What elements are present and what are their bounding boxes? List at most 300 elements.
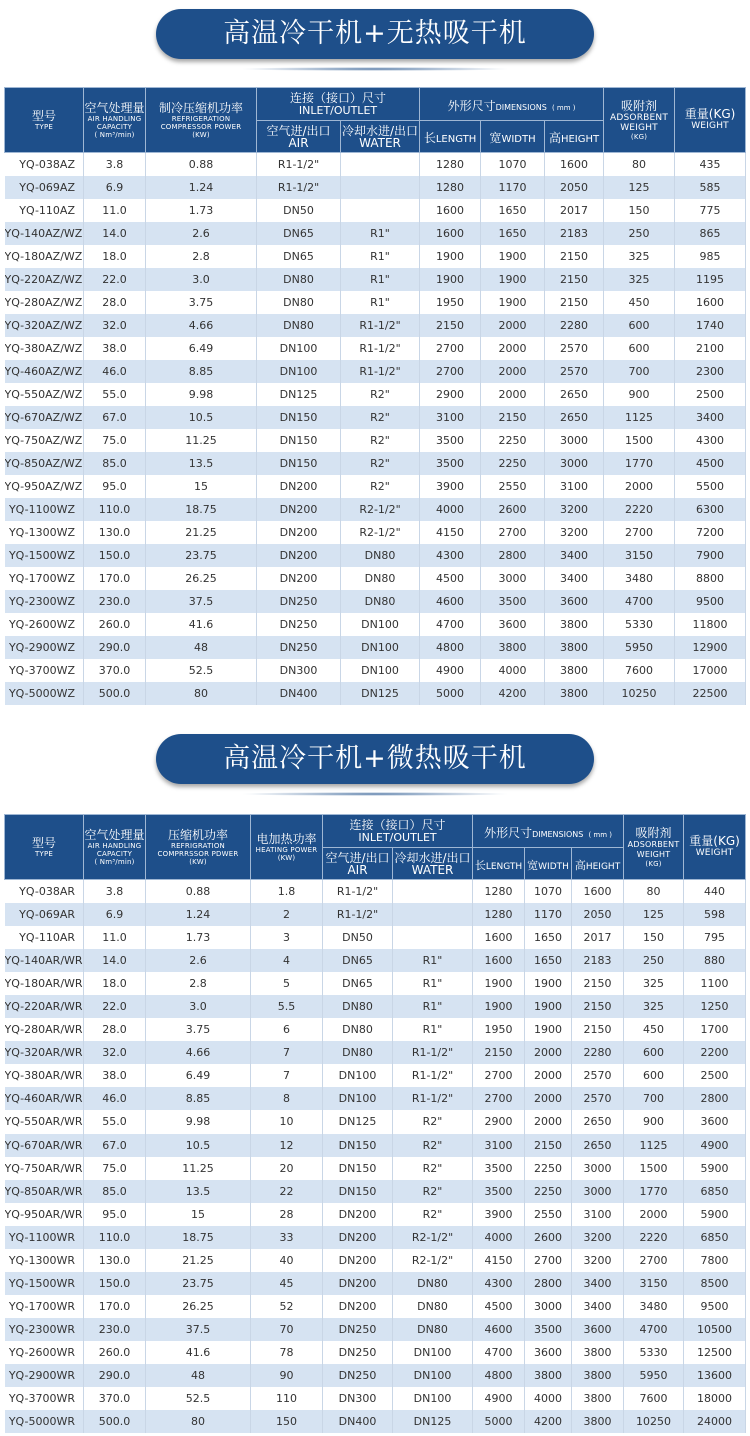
table-row [5, 659, 746, 682]
table-row [5, 1387, 746, 1410]
table-cell: DN125 [341, 682, 420, 705]
table-cell: DN250 [257, 613, 341, 636]
model-cell: YQ-280AR/WR [5, 1018, 84, 1041]
table-cell: 150 [251, 1410, 323, 1433]
table-cell: 9.98 [146, 1110, 251, 1133]
table-cell: 2500 [675, 383, 746, 406]
header-height: 高HEIGHT [572, 848, 624, 880]
table-cell: 22.0 [84, 995, 146, 1018]
table-cell: DN150 [257, 406, 341, 429]
model-cell: YQ-140AZ/WZ [5, 222, 84, 245]
table-cell: 11800 [675, 613, 746, 636]
table-cell: 5950 [624, 1364, 684, 1387]
table-row [5, 1064, 746, 1087]
table-row [5, 222, 746, 245]
table-cell: 585 [675, 176, 746, 199]
model-cell: YQ-2600WZ [5, 613, 84, 636]
table-cell: 6.49 [146, 337, 257, 360]
table-cell: DN80 [341, 567, 420, 590]
table-cell: DN300 [257, 659, 341, 682]
table-cell: R2" [341, 383, 420, 406]
table-cell: 3.75 [146, 1018, 251, 1041]
table-cell: 3400 [675, 406, 746, 429]
table-cell: 4300 [675, 429, 746, 452]
table-cell: DN80 [323, 995, 393, 1018]
table-cell: 3000 [572, 1180, 624, 1203]
table-cell: 3500 [481, 590, 545, 613]
table-row [5, 1410, 746, 1433]
table-cell: DN80 [341, 544, 420, 567]
table-cell: 1125 [624, 1134, 684, 1157]
table-cell: 4000 [481, 659, 545, 682]
model-cell: YQ-1100WZ [5, 498, 84, 521]
header-weight: 重量(KG) WEIGHT [684, 815, 746, 880]
model-cell: YQ-380AR/WR [5, 1064, 84, 1087]
table-row [5, 995, 746, 1018]
table-cell: R1-1/2" [341, 314, 420, 337]
table-cell: 3500 [420, 429, 481, 452]
table-cell: 2570 [545, 337, 604, 360]
table-cell: DN65 [323, 949, 393, 972]
table-cell: 2550 [525, 1203, 572, 1226]
table-cell: 150 [604, 199, 675, 222]
model-cell: YQ-380AZ/WZ [5, 337, 84, 360]
table-cell: 1950 [473, 1018, 525, 1041]
table-cell: 1900 [525, 972, 572, 995]
table-row [5, 1157, 746, 1180]
table-cell: 14.0 [84, 222, 146, 245]
table-cell: 3200 [545, 498, 604, 521]
table-cell: 3200 [545, 521, 604, 544]
table-cell: 2150 [473, 1041, 525, 1064]
table-cell: DN125 [257, 383, 341, 406]
table-cell: 8800 [675, 567, 746, 590]
table-cell: 18.75 [146, 1226, 251, 1249]
table-cell: R1-1/2" [257, 176, 341, 199]
table-cell: DN80 [323, 1018, 393, 1041]
table-cell: 23.75 [146, 544, 257, 567]
table-row [5, 1134, 746, 1157]
table-cell: R1-1/2" [257, 153, 341, 177]
table-cell: 7200 [675, 521, 746, 544]
model-cell: YQ-2900WR [5, 1364, 84, 1387]
header-water-port: 冷却水进/出口 WATER [341, 121, 420, 153]
table-cell: 6.9 [84, 903, 146, 926]
table-cell: 2150 [420, 314, 481, 337]
table-cell: 18.0 [84, 245, 146, 268]
table-cell: 46.0 [84, 1087, 146, 1110]
model-cell: YQ-670AR/WR [5, 1134, 84, 1157]
table-cell: DN200 [257, 498, 341, 521]
table-cell: 48 [146, 636, 257, 659]
table-row [5, 153, 746, 177]
table-cell: DN80 [257, 314, 341, 337]
table-cell: 1950 [420, 291, 481, 314]
table-cell: 1250 [684, 995, 746, 1018]
table-cell: 2250 [481, 452, 545, 475]
header-type: 型号 TYPE [5, 815, 84, 880]
table-cell: 3100 [420, 406, 481, 429]
table-cell: 125 [604, 176, 675, 199]
table-row [5, 567, 746, 590]
table-cell: 125 [624, 903, 684, 926]
table-cell: 435 [675, 153, 746, 177]
table-cell: 4800 [420, 636, 481, 659]
model-cell: YQ-850AR/WR [5, 1180, 84, 1203]
table-cell: 70 [251, 1318, 323, 1341]
table-cell: R2" [393, 1157, 473, 1180]
header-height: 高HEIGHT [545, 121, 604, 153]
table-cell: 3800 [545, 613, 604, 636]
model-cell: YQ-550AZ/WZ [5, 383, 84, 406]
table-cell: 1600 [473, 926, 525, 949]
table-cell: 4900 [420, 659, 481, 682]
table-cell: 2700 [624, 1249, 684, 1272]
table-cell: 3400 [545, 567, 604, 590]
table-row [5, 682, 746, 705]
table-row [5, 613, 746, 636]
spec-table [4, 814, 746, 1433]
table-cell [341, 199, 420, 222]
table-cell: 3800 [572, 1410, 624, 1433]
table-cell: 2700 [420, 360, 481, 383]
table-cell: DN100 [257, 337, 341, 360]
table-cell: 5.5 [251, 995, 323, 1018]
table-cell: 5000 [420, 682, 481, 705]
table-cell: 3400 [545, 544, 604, 567]
table-cell: DN250 [323, 1341, 393, 1364]
header-heating-power: 电加热功率 HEATING POWER (KW) [251, 815, 323, 880]
table-cell: 3200 [572, 1226, 624, 1249]
table-cell: 1600 [545, 153, 604, 177]
model-cell: YQ-670AZ/WZ [5, 406, 84, 429]
table-cell: 2700 [525, 1249, 572, 1272]
table-cell: 130.0 [84, 1249, 146, 1272]
table-cell: 2900 [473, 1110, 525, 1133]
table-cell: 3500 [525, 1318, 572, 1341]
table-cell: 2000 [624, 1203, 684, 1226]
table-cell: DN200 [323, 1295, 393, 1318]
table-cell: 3480 [624, 1295, 684, 1318]
table-cell: 1280 [420, 176, 481, 199]
table-cell: 1900 [420, 245, 481, 268]
table-cell: 1650 [525, 926, 572, 949]
table-cell: 38.0 [84, 337, 146, 360]
table-cell: DN100 [341, 659, 420, 682]
table-cell: 28 [251, 1203, 323, 1226]
table-row [5, 544, 746, 567]
table-cell: 4000 [420, 498, 481, 521]
table-cell: 3800 [572, 1341, 624, 1364]
table-cell: 2300 [675, 360, 746, 383]
header-adsorbent: 吸附剂 ADSORBENT WEIGHT (KG) [604, 88, 675, 153]
table-cell: R1" [341, 291, 420, 314]
table-cell: 1770 [624, 1180, 684, 1203]
table-cell: 1280 [420, 153, 481, 177]
table-cell: DN200 [323, 1272, 393, 1295]
table-cell: R1" [393, 949, 473, 972]
table-row [5, 1226, 746, 1249]
model-cell: YQ-750AR/WR [5, 1157, 84, 1180]
table-cell: 6850 [684, 1226, 746, 1249]
table-cell: R2" [341, 452, 420, 475]
table-cell: 45 [251, 1272, 323, 1295]
table-cell: 600 [604, 337, 675, 360]
table-cell: 1900 [481, 268, 545, 291]
table-cell: 10250 [604, 682, 675, 705]
table-cell: 6850 [684, 1180, 746, 1203]
table-cell: DN200 [257, 567, 341, 590]
table-cell: 38.0 [84, 1064, 146, 1087]
table-cell [393, 880, 473, 904]
table-cell: 2600 [525, 1226, 572, 1249]
table-cell: 4150 [420, 521, 481, 544]
table-cell: 5900 [684, 1157, 746, 1180]
model-cell: YQ-038AZ [5, 153, 84, 177]
model-cell: YQ-1100WR [5, 1226, 84, 1249]
table-cell: DN100 [323, 1064, 393, 1087]
header-water-port: 冷却水进/出口 WATER [393, 848, 473, 880]
header-type: 型号 TYPE [5, 88, 84, 153]
table-cell: 1900 [473, 995, 525, 1018]
table-cell [341, 153, 420, 177]
table-row [5, 1341, 746, 1364]
table-row [5, 406, 746, 429]
table-cell: 12900 [675, 636, 746, 659]
table-row [5, 1041, 746, 1064]
table-row [5, 383, 746, 406]
model-cell: YQ-220AZ/WZ [5, 268, 84, 291]
table-cell: 1650 [525, 949, 572, 972]
table-row [5, 452, 746, 475]
table-cell: DN65 [323, 972, 393, 995]
table-cell: 18.0 [84, 972, 146, 995]
table-cell: 26.25 [146, 1295, 251, 1318]
table-cell: 75.0 [84, 429, 146, 452]
table-cell: 2570 [545, 360, 604, 383]
title-underline [240, 792, 510, 796]
table-cell: 3600 [545, 590, 604, 613]
table-cell: 3800 [545, 659, 604, 682]
table-row [5, 636, 746, 659]
table-cell: 28.0 [84, 1018, 146, 1041]
table-cell: 3.8 [84, 880, 146, 904]
table-cell: 230.0 [84, 1318, 146, 1341]
model-cell: YQ-1300WZ [5, 521, 84, 544]
table-cell: 2150 [545, 245, 604, 268]
table-cell: 1900 [525, 995, 572, 1018]
table-cell: 40 [251, 1249, 323, 1272]
table-cell: 700 [624, 1087, 684, 1110]
model-cell: YQ-1700WZ [5, 567, 84, 590]
table-cell: 10.5 [146, 1134, 251, 1157]
model-cell: YQ-2300WR [5, 1318, 84, 1341]
table-cell: 78 [251, 1341, 323, 1364]
model-cell: YQ-2600WR [5, 1341, 84, 1364]
table-cell: 2183 [572, 949, 624, 972]
table-row [5, 1087, 746, 1110]
header-connection: 连接（接口）尺寸 INLET/OUTLET [323, 815, 473, 848]
table-row [5, 429, 746, 452]
table-cell: 3150 [604, 544, 675, 567]
table-cell: 2280 [572, 1041, 624, 1064]
table-row [5, 314, 746, 337]
table-cell: 110.0 [84, 498, 146, 521]
table-cell: 4.66 [146, 314, 257, 337]
table-cell: 4000 [473, 1226, 525, 1249]
table-cell: 1280 [473, 880, 525, 904]
table-cell: 4500 [420, 567, 481, 590]
table-cell: 15 [146, 1203, 251, 1226]
table-cell: 2000 [525, 1110, 572, 1133]
table-cell: 1195 [675, 268, 746, 291]
table-cell: 0.88 [146, 880, 251, 904]
table-row [5, 245, 746, 268]
table-cell: 3000 [572, 1157, 624, 1180]
model-cell: YQ-3700WR [5, 1387, 84, 1410]
header-compressor-power: 制冷压缩机功率 REFRIGERATION COMPRESSOR POWER (KW) [146, 88, 257, 153]
table-cell: 80 [624, 880, 684, 904]
table-row [5, 176, 746, 199]
header-dimensions: 外形尺寸DIMENSIONS ( mm ) [420, 88, 604, 121]
table-cell: 1600 [572, 880, 624, 904]
table-cell: 1700 [684, 1018, 746, 1041]
table-cell: 1900 [525, 1018, 572, 1041]
table-cell: 7600 [624, 1387, 684, 1410]
table-cell: 170.0 [84, 1295, 146, 1318]
table-cell: 3100 [572, 1203, 624, 1226]
header-air-capacity: 空气处理量 AIR HANDLING CAPACITY ( Nm³/min) [84, 88, 146, 153]
table-cell: DN200 [257, 475, 341, 498]
table-cell: 2000 [481, 360, 545, 383]
table-cell: 9500 [675, 590, 746, 613]
table-cell: 75.0 [84, 1157, 146, 1180]
table-cell: 150.0 [84, 1272, 146, 1295]
table-cell: 500.0 [84, 682, 146, 705]
table-cell [393, 926, 473, 949]
table-cell: DN65 [257, 245, 341, 268]
table-cell: 3400 [572, 1295, 624, 1318]
table-cell: 1650 [481, 222, 545, 245]
table-cell: DN400 [257, 682, 341, 705]
table-row [5, 291, 746, 314]
table-cell: 1600 [420, 199, 481, 222]
table-cell: 2800 [525, 1272, 572, 1295]
header-width: 宽WIDTH [481, 121, 545, 153]
table-cell: 18.75 [146, 498, 257, 521]
table-cell: 2000 [525, 1087, 572, 1110]
header-connection: 连接（接口）尺寸 INLET/OUTLET [257, 88, 420, 121]
table-cell: 10.5 [146, 406, 257, 429]
table-cell: 3 [251, 926, 323, 949]
header-air-port: 空气进/出口 AIR [257, 121, 341, 153]
table-cell: 48 [146, 1364, 251, 1387]
table-cell: 1900 [481, 245, 545, 268]
table-cell: 13.5 [146, 1180, 251, 1203]
model-cell: YQ-280AZ/WZ [5, 291, 84, 314]
table-cell: 795 [684, 926, 746, 949]
table-cell: 4000 [525, 1387, 572, 1410]
table-cell: 33 [251, 1226, 323, 1249]
model-cell: YQ-320AZ/WZ [5, 314, 84, 337]
table-cell: 450 [604, 291, 675, 314]
table-cell: DN50 [257, 199, 341, 222]
table-cell: 3.8 [84, 153, 146, 177]
model-cell: YQ-3700WZ [5, 659, 84, 682]
table-cell: 3800 [545, 636, 604, 659]
table-cell: DN80 [341, 590, 420, 613]
table-cell: 2000 [525, 1064, 572, 1087]
table-cell: 1170 [481, 176, 545, 199]
table-cell: 2550 [481, 475, 545, 498]
table-cell: 2000 [604, 475, 675, 498]
table-cell: DN400 [323, 1410, 393, 1433]
model-cell: YQ-850AZ/WZ [5, 452, 84, 475]
table-cell: 2050 [572, 903, 624, 926]
table-cell: 2650 [545, 383, 604, 406]
table-cell: DN100 [393, 1364, 473, 1387]
table-cell: DN80 [393, 1318, 473, 1341]
table-cell: 1.24 [146, 903, 251, 926]
table-cell: R1" [341, 268, 420, 291]
table-cell: 440 [684, 880, 746, 904]
table-cell: 2600 [481, 498, 545, 521]
model-cell: YQ-180AR/WR [5, 972, 84, 995]
table-cell: 3000 [545, 452, 604, 475]
table-row [5, 926, 746, 949]
table-cell: 2150 [481, 406, 545, 429]
table-cell: 1900 [473, 972, 525, 995]
table-row [5, 498, 746, 521]
table-cell: R1-1/2" [393, 1064, 473, 1087]
table-cell: 2.8 [146, 245, 257, 268]
table-cell: DN200 [257, 521, 341, 544]
table-cell: R1-1/2" [323, 903, 393, 926]
table-cell: 700 [604, 360, 675, 383]
table-cell: 2150 [572, 995, 624, 1018]
table-cell: 600 [604, 314, 675, 337]
table-cell: 1125 [604, 406, 675, 429]
table-row [5, 1203, 746, 1226]
table-cell: 2220 [604, 498, 675, 521]
table-cell: 2017 [572, 926, 624, 949]
table-cell: DN50 [323, 926, 393, 949]
table-cell: 11.0 [84, 199, 146, 222]
header-weight: 重量(KG) WEIGHT [675, 88, 746, 153]
table-cell: 7600 [604, 659, 675, 682]
table-cell: 2000 [481, 383, 545, 406]
table-cell: 7900 [675, 544, 746, 567]
table-cell: DN100 [323, 1087, 393, 1110]
table-row [5, 972, 746, 995]
table-row [5, 199, 746, 222]
table-cell: 1600 [473, 949, 525, 972]
section-title: 高温冷干机+微热吸干机 [156, 734, 594, 784]
table-cell: 4500 [675, 452, 746, 475]
table-cell: 2000 [525, 1041, 572, 1064]
table-cell: 880 [684, 949, 746, 972]
table-cell: 85.0 [84, 452, 146, 475]
table-cell: 110 [251, 1387, 323, 1410]
table-cell: R1-1/2" [341, 360, 420, 383]
model-cell: YQ-1300WR [5, 1249, 84, 1272]
table-cell: 12500 [684, 1341, 746, 1364]
model-cell: YQ-1500WR [5, 1272, 84, 1295]
table-row [5, 475, 746, 498]
table-cell: 1280 [473, 903, 525, 926]
table-cell: 170.0 [84, 567, 146, 590]
table-row [5, 521, 746, 544]
